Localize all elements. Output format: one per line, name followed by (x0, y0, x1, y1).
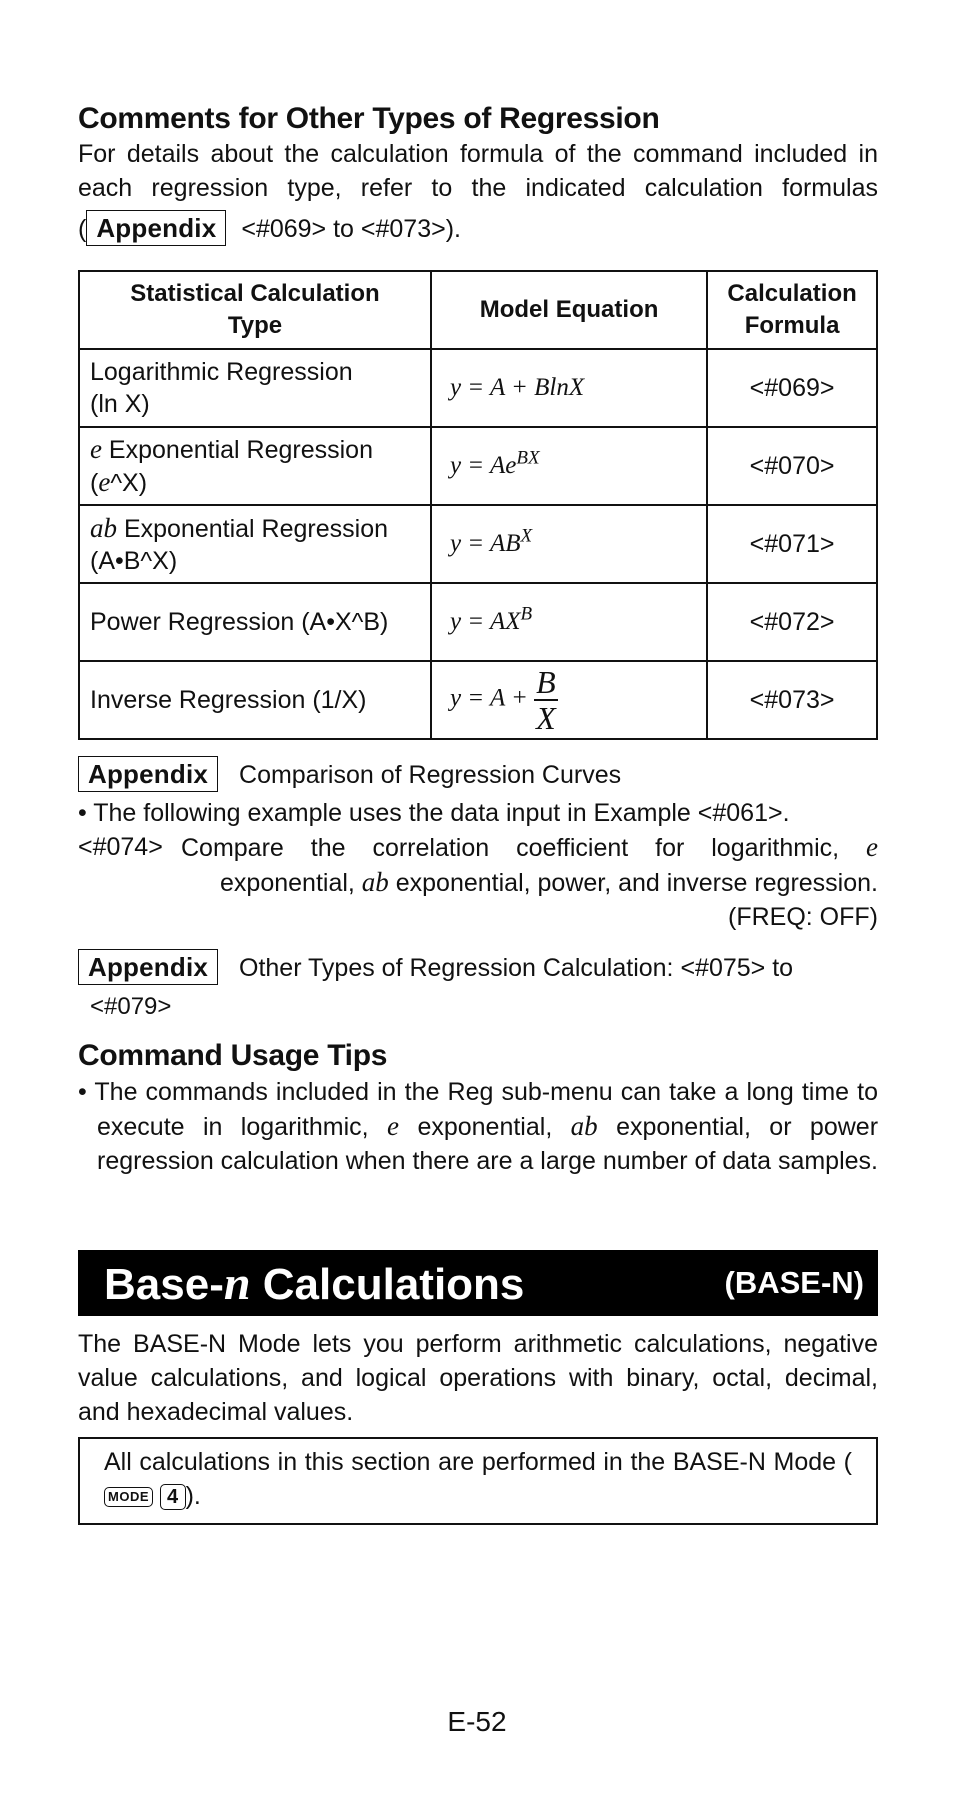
comments-appendix-line (78, 210, 461, 247)
row-type (79, 349, 431, 427)
header-formula-line1: Calculation (727, 280, 857, 307)
example-text-3: exponential, power, and inverse regression. (395, 869, 878, 897)
comments-intro (78, 137, 878, 205)
note-text-main: All calculations in this section are performed in the BASE-N Mode ( (104, 1448, 852, 1476)
comments-heading: Comments for Other Types of Regression (78, 102, 660, 135)
note-close: ). (185, 1482, 201, 1510)
equation-base: y = AB (449, 530, 521, 557)
example-ref: <#074> (78, 833, 163, 861)
row-type-prefix: ab (90, 512, 117, 543)
row-formula: <#072> (707, 583, 877, 661)
mode-key-icon: MODE (104, 1487, 153, 1507)
table-row (79, 349, 877, 427)
header-type-line1: Statistical Calculation (130, 280, 380, 307)
tips-ab: ab (570, 1111, 598, 1141)
ref-range: <#069> to <#073>). (241, 215, 461, 243)
other-types-text-line2: <#079> (90, 993, 172, 1020)
tips-e: e (387, 1111, 400, 1141)
fraction-denominator: X (536, 700, 556, 736)
tips-text-1: • The commands included in the Reg sub-menu can take a long time to execute in logarithmic, (78, 1078, 878, 1141)
other-types-line (78, 949, 793, 986)
tips-text-2: exponential, (417, 1113, 553, 1141)
base-n-mode-tag: (BASE-N) (724, 1265, 864, 1300)
header-type-line2: Type (227, 312, 283, 339)
row-type (79, 427, 431, 505)
example-ab: ab (361, 867, 389, 897)
row-type-prefix: e (90, 434, 102, 464)
appendix-badge: Appendix (78, 949, 218, 985)
row-formula: <#071> (707, 505, 877, 583)
equation-base: y = AX (449, 608, 521, 635)
row-equation (431, 583, 707, 661)
appendix-badge: Appendix (78, 756, 218, 792)
example-line2 (78, 865, 878, 900)
page-number: E-52 (447, 1706, 507, 1737)
table-row (79, 583, 877, 661)
table-row (79, 661, 877, 739)
row-type-line1: Exponential Regression (101, 436, 373, 464)
example-freq: (FREQ: OFF) (728, 903, 878, 931)
row-formula: <#070> (707, 427, 877, 505)
comparison-bullet: • The following example uses the data input in Example <#061>. (78, 799, 790, 827)
other-types-text: Other Types of Regression Calculation: <#075> to (239, 954, 794, 982)
base-n-title-suffix: Calculations (250, 1259, 525, 1309)
fraction-numerator: B (536, 664, 556, 700)
equation-fraction (534, 665, 558, 735)
row-type: Power Regression (A•X^B) (79, 583, 431, 661)
comparison-appendix-line (78, 756, 621, 793)
equation-base: y = A + (449, 684, 535, 712)
appendix-badge: Appendix (86, 210, 226, 246)
row-type (79, 505, 431, 583)
header-type (79, 271, 431, 349)
row-type-line1: Exponential Regression (117, 514, 388, 543)
regression-table (78, 270, 878, 740)
comments-intro-text: For details about the calculation formula of the command included in each regression type, refer to the indicated calculation formulas (78, 140, 878, 202)
base-n-intro: The BASE-N Mode lets you perform arithmetic calculations, negative value calculations, and logical operations with binary, octal, decimal, and hexadecimal values. (78, 1330, 878, 1426)
row-type-line2-prefix: ( (90, 469, 99, 497)
key-4-icon: 4 (160, 1484, 186, 1510)
table-row (79, 505, 877, 583)
row-equation: y = A + BlnX (431, 349, 707, 427)
tips-text-3: exponential, or power regression calculation when there are a large number of data samples. (97, 1113, 879, 1175)
example-text-2: exponential, (220, 869, 355, 897)
example-block (78, 830, 878, 934)
equation-base: y = Ae (449, 452, 517, 479)
row-type-line2: (ln X) (90, 390, 150, 418)
base-n-note-box (78, 1437, 878, 1525)
row-equation (431, 661, 707, 739)
header-model: Model Equation (431, 271, 707, 349)
base-n-banner (78, 1250, 878, 1316)
base-n-title (104, 1256, 524, 1311)
open-paren: ( (78, 215, 87, 243)
equation-exponent: B (520, 603, 533, 625)
row-type-line1: Logarithmic Regression (90, 358, 353, 386)
base-n-title-prefix: Base- (104, 1259, 224, 1309)
example-text-1: Compare the correlation coefficient for logarithmic, (181, 834, 840, 862)
row-formula: <#069> (707, 349, 877, 427)
row-equation (431, 505, 707, 583)
row-type-line2: (A•B^X) (90, 546, 178, 575)
header-formula (707, 271, 877, 349)
equation-exponent: X (520, 525, 533, 547)
example-e: e (866, 832, 878, 862)
tips-heading: Command Usage Tips (78, 1039, 388, 1072)
table-header-row (79, 271, 877, 349)
row-type-line2-ital: e (98, 467, 111, 497)
table-row (79, 427, 877, 505)
row-type: Inverse Regression (1/X) (79, 661, 431, 739)
base-n-title-n: n (223, 1256, 251, 1310)
example-line1 (181, 830, 878, 865)
header-formula-line2: Formula (744, 312, 840, 339)
equation-exponent: BX (516, 447, 540, 469)
row-formula: <#073> (707, 661, 877, 739)
row-equation (431, 427, 707, 505)
note-text (104, 1445, 852, 1513)
tips-bullet (78, 1075, 878, 1178)
row-type-line2: ^X) (110, 469, 148, 497)
comparison-title: Comparison of Regression Curves (239, 761, 622, 789)
